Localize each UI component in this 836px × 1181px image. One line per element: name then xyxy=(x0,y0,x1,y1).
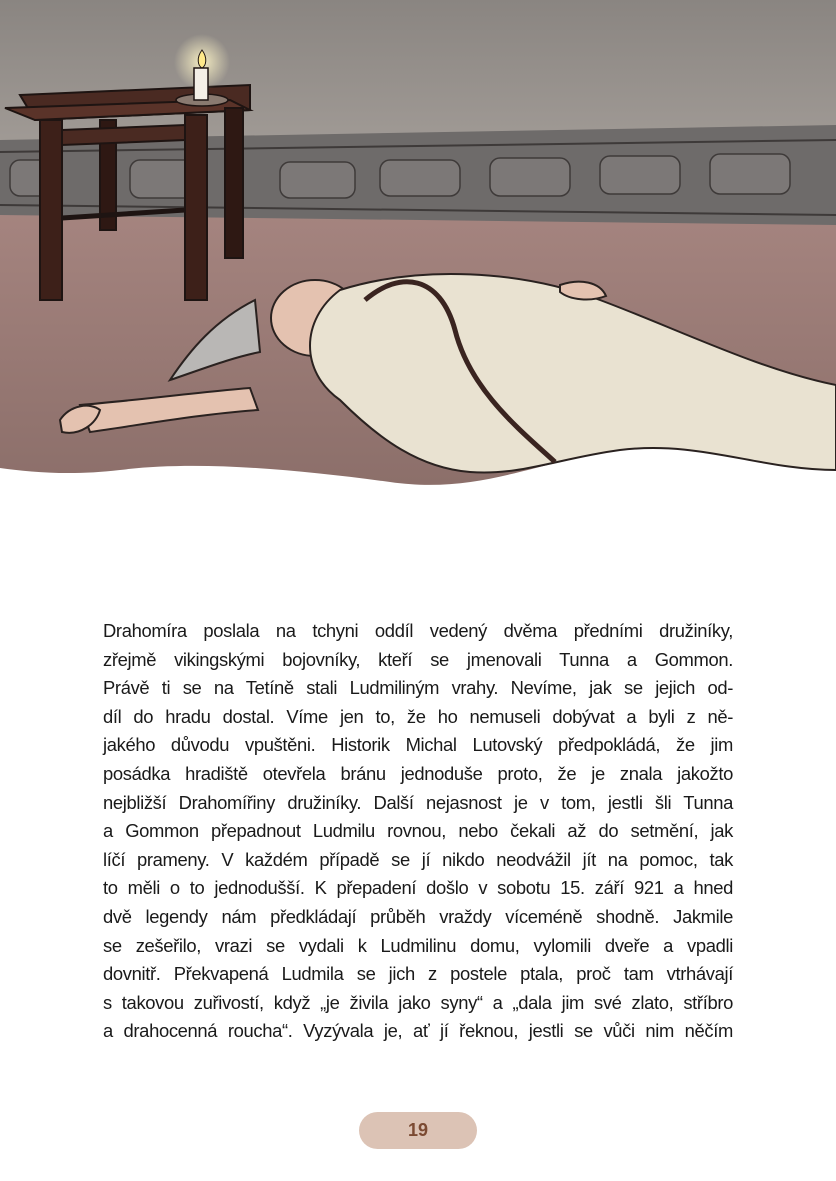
text-line: nejbližší Drahomířiny družiníky. Další nejasnost je v tom, jestli šli Tunna xyxy=(103,791,733,813)
text-line: dovnitř. Překvapená Ludmila se jich z postele ptala, proč tam vtrhávají xyxy=(103,963,733,985)
illustration xyxy=(0,0,836,560)
text-line: Drahomíra poslala na tchyni oddíl vedený dvěma předními družiníky, xyxy=(103,620,733,641)
page-number: 19 xyxy=(407,1120,429,1140)
body-text xyxy=(103,617,733,1046)
text-line: Právě ti se na Tetíně stali Ludmiliným vrahy. Nevíme, jak se jejich od- xyxy=(103,677,733,699)
text-line: dvě legendy nám předkládají průběh vraždy víceméně shodně. Jakmile xyxy=(103,905,733,927)
text-line: líčí prameny. V každém případě se jí nikdo neodvážil jít na pomoc, tak xyxy=(103,848,733,870)
text-line: s takovou zuřivostí, když „je živila jako syny“ a „dala jim své zlato, stříbro xyxy=(103,991,733,1013)
text-line: a Gommon přepadnout Ludmilu rovnou, nebo čekali až do setmění, jak xyxy=(103,820,733,842)
text-line: posádka hradiště otevřela bránu jednoduše proto, že je znala jakožto xyxy=(103,762,733,784)
text-line: zřejmě vikingskými bojovníky, kteří se jmenovali Tunna a Gommon. xyxy=(103,648,733,670)
text-line: díl do hradu dostal. Víme jen to, že ho nemuseli dobývat a byli z ně- xyxy=(103,705,733,727)
text-line: a drahocenná roucha“. Vyzývala je, ať jí řeknou, jestli se vůči nim něčím xyxy=(103,1020,733,1042)
text-line: se zešeřilo, vrazi se vydali k Ludmilinu domu, vylomili dveře a vpadli xyxy=(103,934,733,956)
page-number-badge xyxy=(359,1112,477,1149)
text-line: jakého důvodu vpuštěni. Historik Michal Lutovský předpokládá, že jim xyxy=(103,734,733,756)
text-line: to měli o to jednodušší. K přepadení došlo v sobotu 15. září 921 a hned xyxy=(103,877,733,899)
